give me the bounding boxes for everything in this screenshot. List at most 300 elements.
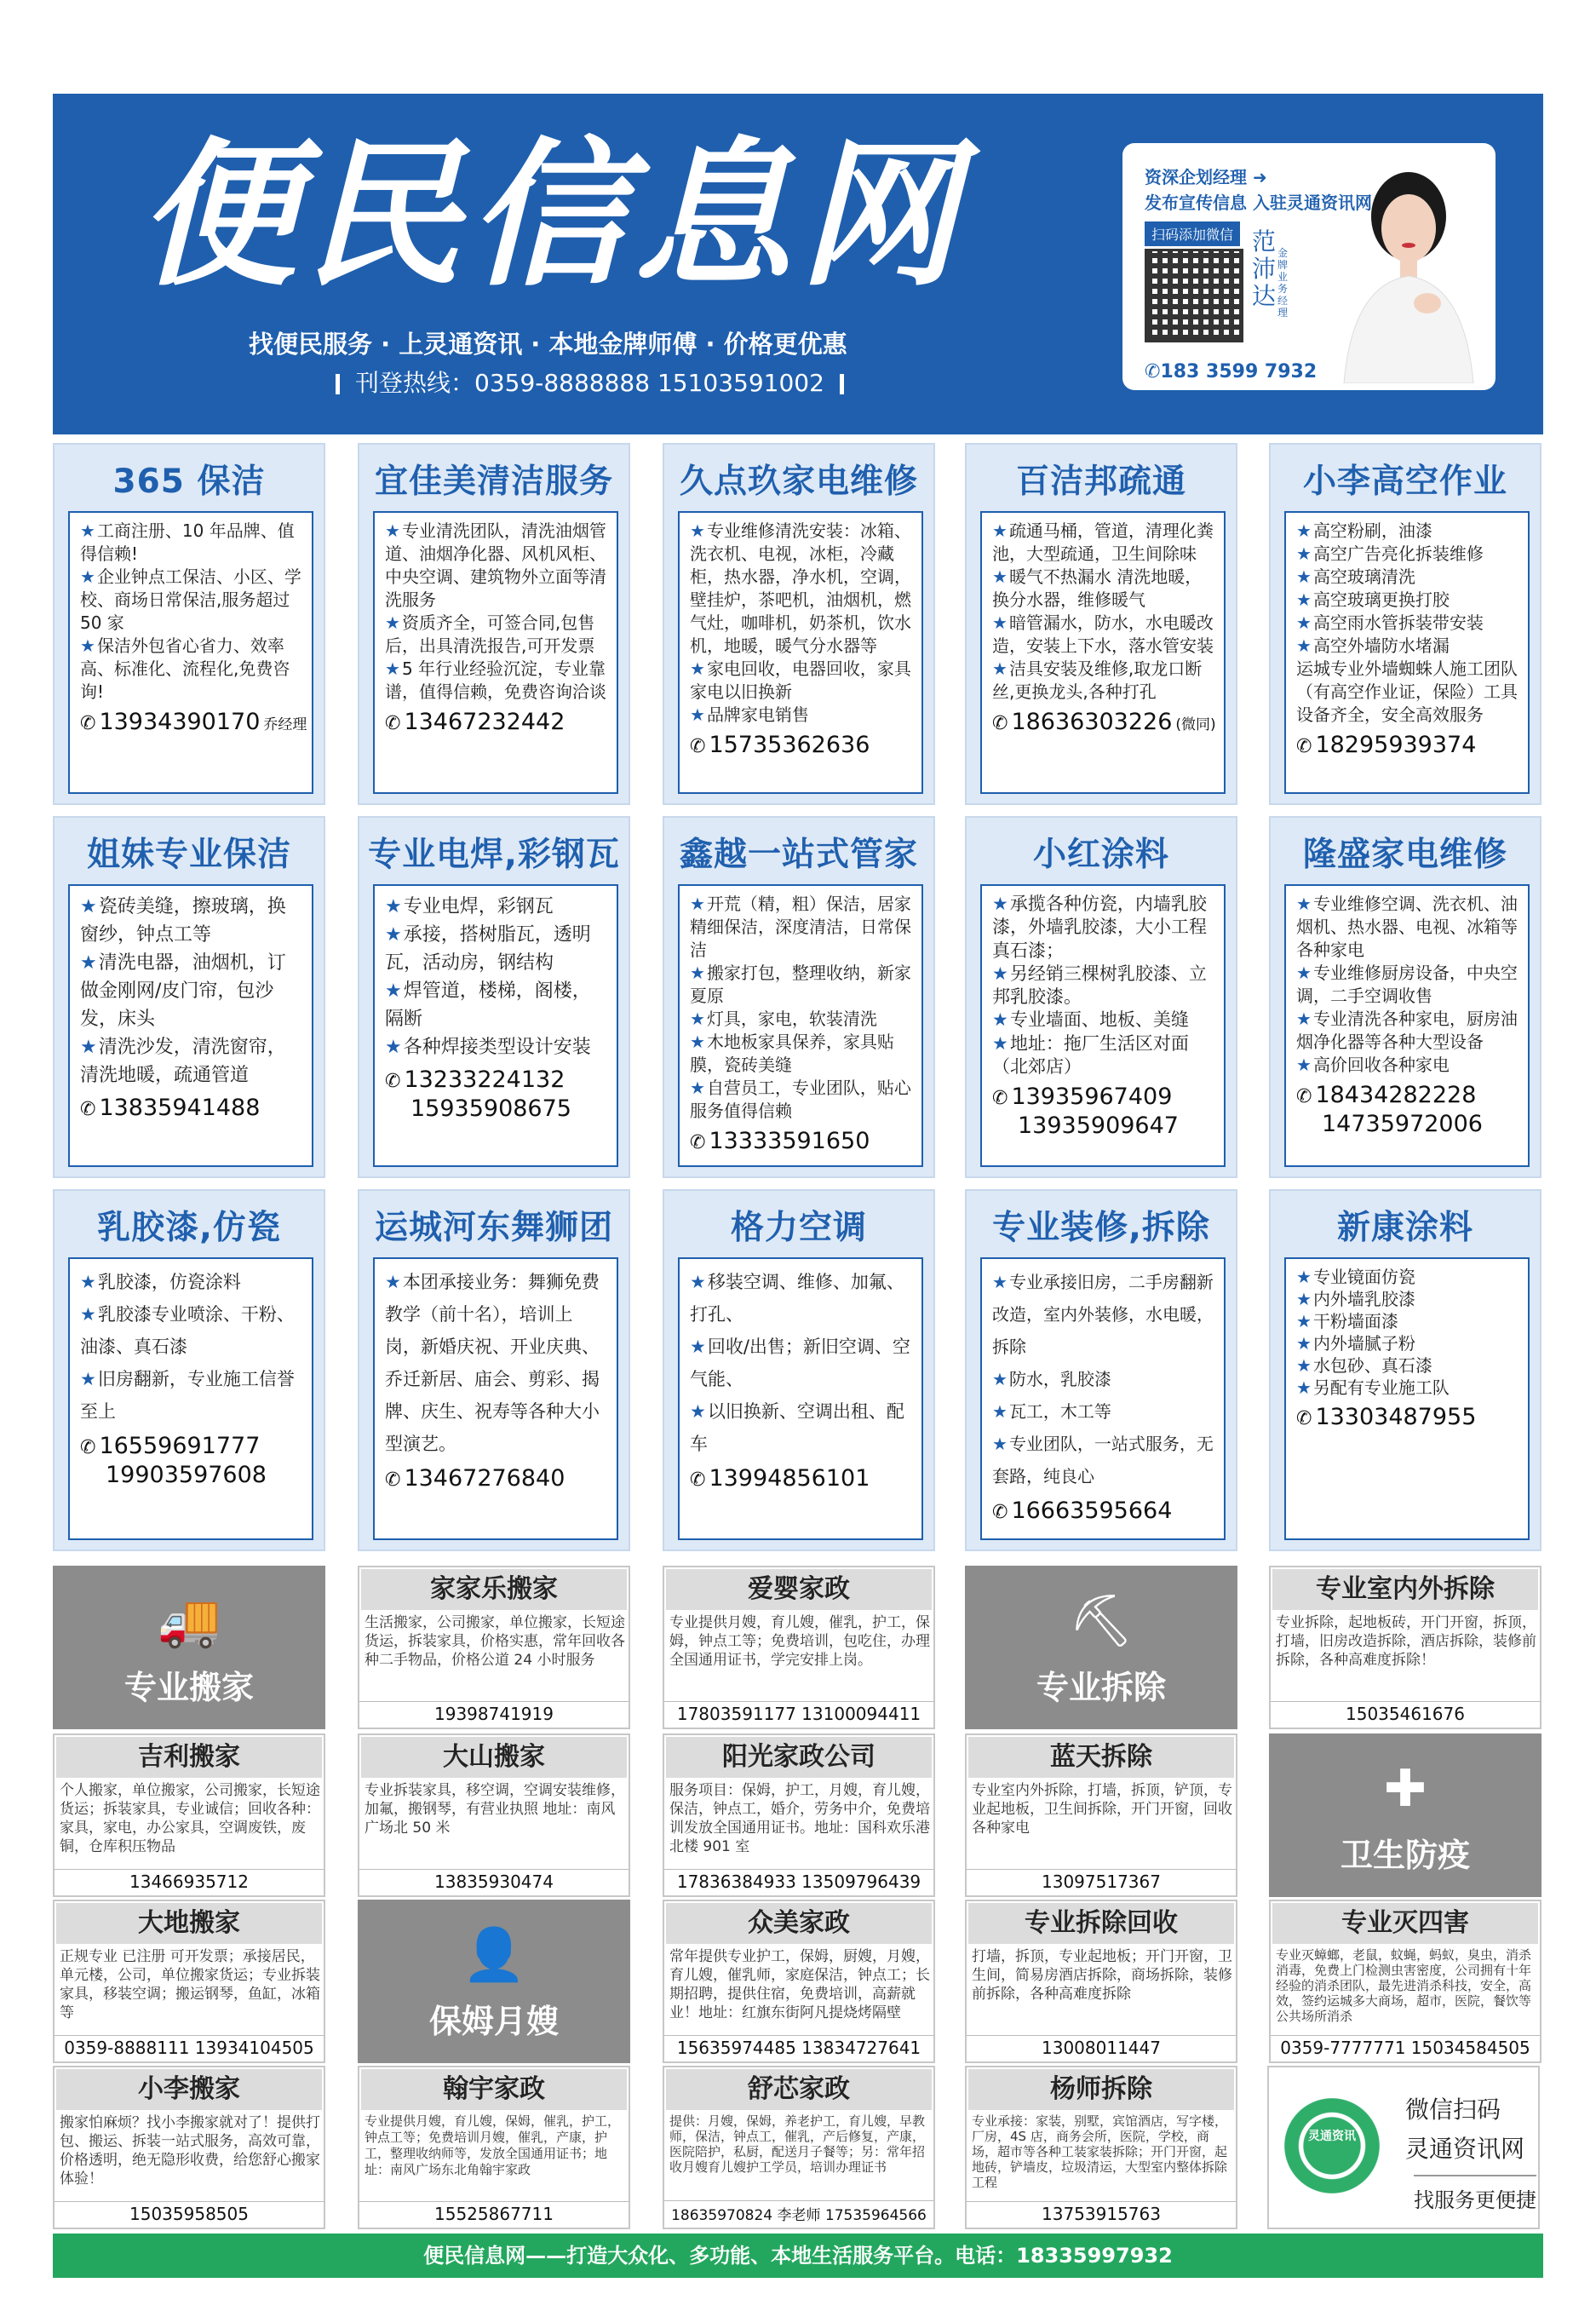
small-listing-title: 家家乐搬家	[361, 1569, 627, 1610]
agent-photo	[1327, 157, 1490, 383]
star-icon: ★	[1296, 1267, 1312, 1287]
category-banner-epidemic	[1269, 1733, 1541, 1897]
phone-icon: ✆	[80, 1437, 96, 1458]
listing-body	[980, 1257, 1226, 1540]
star-icon: ★	[385, 612, 400, 633]
listing-line: 自营员工，专业团队，贴心服务值得信赖	[690, 1078, 911, 1121]
small-listing-title: 阳光家政公司	[666, 1737, 932, 1778]
phone-icon: ✆	[1296, 1086, 1312, 1107]
listing-line: 乳胶漆专业喷涂、干粉、油漆、真石漆	[80, 1304, 295, 1357]
listing-card	[53, 1189, 325, 1551]
small-listing	[965, 1733, 1237, 1897]
listing-line: 专业电焊，彩钢瓦	[403, 896, 554, 917]
listing-line: 本团承接业务：舞狮免费教学（前十名），培训上岗，新婚庆祝、开业庆典、乔迁新居、庙会、剪彩、揭牌、庆生、祝寿等各种大小型演艺。	[385, 1272, 600, 1454]
small-listing-text: 专业灭蟑螂，老鼠，蚊蝇，蚂蚁，臭虫，消杀消毒，免费上门检测虫害密度，公司拥有十年经验的消杀团队，最先进消杀科技，安全，高效，签约运城多大商场，超市，医院，餐饮等公共场所消杀	[1276, 1947, 1532, 2024]
listing-line: 企业钟点工保洁、小区、学校、商场日常保洁,服务超过 50 家	[80, 566, 301, 633]
star-icon: ★	[80, 1369, 96, 1389]
listing-title: 久点玖家电维修	[679, 463, 918, 501]
star-icon: ★	[80, 1037, 97, 1058]
listing-body	[1284, 511, 1530, 794]
small-listing-title: 爱婴家政	[666, 1569, 932, 1610]
listing-phone[interactable]	[992, 1084, 1215, 1113]
listing-phone[interactable]	[690, 1465, 913, 1494]
star-icon: ★	[690, 894, 705, 914]
listing-phone[interactable]	[1296, 1404, 1519, 1433]
star-icon: ★	[992, 1032, 1008, 1054]
listing-card	[53, 443, 325, 805]
phone-icon: ✆	[992, 1502, 1008, 1523]
listing-title: 格力空调	[730, 1209, 867, 1247]
phone-icon: ✆	[80, 1099, 96, 1120]
listing-line: 5 年行业经验沉淀，专业靠谱，值得信赖，免费咨询洽谈	[385, 658, 606, 702]
small-listing-title: 专业拆除回收	[968, 1903, 1234, 1944]
category-banner-moving	[53, 1566, 325, 1729]
star-icon: ★	[992, 963, 1008, 984]
listing-body	[980, 884, 1226, 1167]
star-icon: ★	[992, 520, 1008, 541]
star-icon: ★	[690, 963, 705, 983]
listing-title: 百洁邦疏通	[1015, 463, 1186, 501]
listing-line: 开荒（精，粗）保洁，居家精细保洁，深度清洁，日常保洁	[690, 894, 911, 960]
phone-number: 13333591650	[709, 1128, 870, 1154]
small-listing-phone: 13835930474	[359, 1869, 629, 1892]
listing-line: 内外墙腻子粉	[1312, 1333, 1415, 1354]
listing-phone[interactable]	[80, 1095, 303, 1124]
listing-line: 品牌家电销售	[706, 704, 809, 725]
listing-line: 资质齐全，可签合同,包售后，出具清洗报告,可开发票	[385, 612, 595, 656]
listing-body	[373, 511, 618, 794]
small-listing-phone: 17836384933 13509796439	[664, 1869, 933, 1892]
phone-number: 15735362636	[709, 732, 870, 758]
wechat-qr-icon[interactable]	[1281, 2086, 1383, 2205]
listing-line: 回收/出售；新旧空调、空气能、	[690, 1337, 910, 1389]
small-listing-phone: 0359-7777771 15034584505	[1271, 2035, 1540, 2058]
listing-line: 焊管道，楼梯，阁楼，隔断	[385, 980, 591, 1030]
agent-phone-number: 183 3599 7932	[1160, 361, 1318, 382]
phone-number: 13994856101	[709, 1465, 870, 1492]
star-icon: ★	[80, 635, 95, 656]
star-icon: ★	[80, 952, 97, 974]
listing-line: 承揽各种仿瓷，内墙乳胶漆，外墙乳胶漆，大小工程真石漆；	[992, 894, 1207, 961]
category-label: 专业拆除	[1036, 1669, 1166, 1706]
small-listing-title: 翰宇家政	[361, 2069, 627, 2110]
wechat-line2: 灵通资讯网	[1405, 2135, 1525, 2163]
star-icon: ★	[80, 520, 95, 541]
listing-line: 水包砂、真石漆	[1312, 1355, 1432, 1376]
small-listing	[53, 1733, 325, 1897]
qr-code[interactable]	[1145, 249, 1243, 342]
listing-body	[1284, 1257, 1530, 1540]
listing-phone[interactable]	[992, 1498, 1215, 1526]
small-listing	[1269, 1900, 1541, 2063]
listing-card	[663, 1189, 935, 1551]
agent-phone: ✆183 3599 7932	[1145, 361, 1318, 382]
star-icon: ★	[1296, 1055, 1312, 1075]
star-icon: ★	[385, 520, 400, 541]
small-listing	[663, 1733, 935, 1897]
listing-title: 365 保洁	[112, 463, 266, 501]
listing-line: 木地板家具保养，家具贴膜，瓷砖美缝	[690, 1032, 894, 1075]
listing-line: 暗管漏水，防水，水电暖改造，安装上下水，落水管安装	[992, 612, 1214, 656]
listing-line: 专业维修厨房设备，中央空调，二手空调收售	[1296, 963, 1518, 1006]
star-icon: ★	[80, 1272, 96, 1292]
listing-card	[53, 816, 325, 1178]
star-icon: ★	[1296, 894, 1312, 914]
listing-line: 洁具安装及维修,取龙口断丝,更换龙头,各种打孔	[992, 658, 1203, 702]
listing-line: 清洗沙发，清洗窗帘，清洗地暖，疏通管道	[80, 1037, 286, 1086]
small-listing-title: 众美家政	[666, 1903, 932, 1944]
small-listing	[663, 2066, 935, 2229]
listing-line: 防水，乳胶漆	[1008, 1369, 1111, 1389]
listing-body	[68, 511, 313, 794]
agent-scan-label: 扫码添加微信	[1145, 221, 1240, 246]
small-listing-phone: 15635974485 13834727641	[664, 2035, 933, 2058]
star-icon: ★	[690, 1272, 706, 1292]
small-listing-title: 专业灭四害	[1272, 1903, 1538, 1944]
listing-line: 移装空调、维修、加氟、打孔、	[690, 1272, 904, 1325]
star-icon: ★	[992, 658, 1008, 679]
listing-line: 家电回收，电器回收，家具家电以旧换新	[690, 658, 911, 702]
listing-line: 清洗电器，油烟机，订做金刚网/皮门帘，包沙发，床头	[80, 952, 286, 1030]
agent-subtitle: 金牌业务经理	[1277, 247, 1289, 319]
star-icon: ★	[1296, 589, 1312, 610]
listing-line: 瓷砖美缝，擦玻璃，换窗纱，钟点工等	[80, 896, 286, 946]
header-hotline	[320, 365, 859, 399]
listing-body	[68, 1257, 313, 1540]
phone-number: 13934390170	[99, 709, 261, 735]
small-listing-text: 服务项目：保姆，护工，月嫂，育儿嫂，保洁，钟点工，婚介，劳务中介，免费培训发放全国通用证书。地址：国科欢乐港北楼 901 室	[669, 1782, 930, 1855]
listing-line: 乳胶漆，仿瓷涂料	[97, 1272, 241, 1292]
category-banner-nanny	[358, 1900, 630, 2063]
star-icon: ★	[1296, 1355, 1312, 1376]
listing-card	[663, 816, 935, 1178]
phone-number: 16559691777	[99, 1433, 261, 1459]
phone-number: 18295939374	[1315, 732, 1477, 758]
category-label: 保姆月嫂	[428, 2003, 559, 2040]
listing-card	[1269, 1189, 1541, 1551]
listing-body	[980, 511, 1226, 794]
listing-line: 专业清洗团队，清洗油烟管道、油烟净化器、风机风柜、中央空调、建筑物外立面等清洗服务	[385, 520, 606, 610]
listing-body	[678, 884, 923, 1167]
moving-icon: 🚚	[157, 1591, 221, 1651]
listing-phone[interactable]	[80, 709, 307, 739]
listing-card	[1269, 443, 1541, 805]
small-listing-phone: 13097517367	[967, 1869, 1236, 1892]
star-icon: ★	[385, 896, 402, 917]
small-listing	[965, 2066, 1237, 2229]
listing-phone[interactable]	[385, 709, 608, 738]
small-listing-phone: 0359-8888111 13934104505	[55, 2035, 324, 2058]
listing-line: 专业墙面、地板、美缝	[1009, 1009, 1189, 1031]
page-title: 便民信息网	[138, 123, 965, 308]
category-label: 专业搬家	[123, 1669, 254, 1706]
agent-line2: 发布宣传信息 入驻灵通资讯网	[1145, 193, 1372, 213]
star-icon: ★	[992, 894, 1008, 914]
star-icon: ★	[80, 896, 97, 917]
small-listing	[663, 1566, 935, 1729]
small-listing-title: 杨师拆除	[968, 2069, 1234, 2110]
listing-card	[965, 816, 1237, 1178]
listing-line: 专业团队，一站式服务，无套路，纯良心	[992, 1434, 1214, 1486]
listing-card	[358, 816, 630, 1178]
listing-body	[68, 884, 313, 1167]
small-listing-phone: 15035461676	[1271, 1701, 1540, 1724]
star-icon: ★	[80, 1304, 96, 1325]
listing-line: 内外墙乳胶漆	[1312, 1289, 1415, 1309]
wechat-qr-card[interactable]	[1267, 2066, 1540, 2229]
small-listing-phone: 15035958505	[55, 2201, 324, 2224]
listing-title: 宜佳美清洁服务	[374, 463, 613, 501]
small-listing-title: 大山搬家	[361, 1737, 627, 1778]
star-icon: ★	[690, 704, 705, 725]
star-icon: ★	[385, 1272, 401, 1292]
listing-line: 专业清洗各种家电，厨房油烟净化器等各种大型设备	[1296, 1009, 1518, 1052]
wechat-line1: 微信扫码	[1405, 2096, 1501, 2124]
phone-icon: ✆	[80, 713, 96, 734]
star-icon: ★	[992, 1369, 1008, 1389]
listing-line: 瓦工，木工等	[1008, 1401, 1111, 1422]
phone-icon: ✆	[385, 713, 401, 734]
small-listing-text: 搬家怕麻烦？找小李搬家就对了！提供打包、搬运、拆装一站式服务，高效可靠，价格透明，绝无隐形收费，给您舒心搬家体验！	[60, 2114, 320, 2188]
phone-number: 13233224132	[404, 1067, 565, 1093]
listing-phone[interactable]	[1296, 732, 1519, 761]
star-icon: ★	[1296, 1311, 1312, 1331]
star-icon: ★	[992, 1009, 1008, 1031]
star-icon: ★	[1296, 566, 1312, 587]
listing-line: 专业维修清洗安装：冰箱、洗衣机、电视，冰柜，冷藏柜，热水器，净水机，空调，壁挂炉，茶吧机，油烟机，燃气灶，咖啡机，奶茶机，饮水机，地暖，暖气分水器等	[690, 520, 911, 656]
listing-line: 高空粉刷，油漆	[1312, 520, 1432, 541]
phone-number: 13935967409	[1011, 1084, 1173, 1111]
small-listing-text: 正规专业 已注册 可开发票；承接居民，单元楼，公司，单位搬家货运；专业拆装家具，移装空调；搬运钢琴，鱼缸，冰箱等	[60, 1948, 320, 2021]
small-listing-text: 专业拆装家具，移空调，空调安装维修，加氟，搬钢琴，有营业执照 地址：南风广场北 50 米	[365, 1782, 625, 1837]
listing-phone[interactable]	[80, 1433, 303, 1462]
footer-bar: 便民信息网——打造大众化、多功能、本地生活服务平台。电话：18335997932	[53, 2234, 1543, 2278]
listing-line: 以旧换新、空调出租、配车	[690, 1401, 904, 1454]
small-listing-phone: 13008011447	[967, 2035, 1236, 2058]
nanny-icon: 👤	[462, 1925, 526, 1985]
phone-number: 13303487955	[1315, 1404, 1477, 1430]
listing-body	[373, 884, 618, 1167]
star-icon: ★	[1296, 1289, 1312, 1309]
listing-line: 高价回收各种家电	[1312, 1055, 1450, 1075]
phone-icon: ✆	[690, 1132, 706, 1153]
listing-phone[interactable]	[690, 1128, 913, 1157]
listing-title: 隆盛家电维修	[1302, 836, 1507, 874]
star-icon: ★	[385, 924, 402, 946]
small-listing-title: 舒芯家政	[666, 2069, 932, 2110]
small-listing-phone: 15525867711	[359, 2201, 629, 2224]
listing-phone[interactable]	[690, 732, 913, 761]
small-listing-text: 专业拆除，起地板砖，开门开窗，拆顶，打墙，旧房改造拆除，酒店拆除，装修前拆除，各种高难度拆除！	[1276, 1614, 1536, 1669]
shield-plus-icon: ✚	[1383, 1759, 1427, 1819]
star-icon: ★	[1296, 1333, 1312, 1354]
star-icon: ★	[385, 658, 400, 679]
star-icon: ★	[992, 1272, 1008, 1292]
phone-icon: ✆	[992, 713, 1008, 734]
small-listing-title: 吉利搬家	[56, 1737, 322, 1778]
star-icon: ★	[690, 1337, 706, 1357]
listing-line: 高空玻璃清洗	[1312, 566, 1415, 587]
listing-title: 乳胶漆,仿瓷	[97, 1209, 281, 1247]
category-label: 卫生防疫	[1340, 1837, 1470, 1874]
star-icon: ★	[992, 566, 1008, 587]
small-listing-text: 打墙，拆顶，专业起地板；开门开窗，卫生间，简易房酒店拆除，商场拆除，装修前拆除，各种高难度拆除	[972, 1948, 1232, 2003]
small-listing	[1269, 1566, 1541, 1729]
small-listing-text: 专业承接：家装，别墅，宾馆酒店，写字楼，厂房，4S 店，商务会所，医院，学校，商场，超市等各种工装家装拆除；开门开窗，起地砖，铲墙皮，垃圾清运，大型室内整体拆除工程	[972, 2113, 1228, 2190]
star-icon: ★	[385, 1037, 402, 1058]
small-listing-text: 专业提供月嫂，育儿嫂，保姆，催乳，护工，钟点工等；免费培训月嫂，催乳，产康，护工，整理收纳师等，发放全国通用证书；地址：南风广场东北角翰宇家政	[365, 2113, 621, 2177]
header-slogan: 找便民服务 · 上灵通资讯 · 本地金牌师傅 · 价格更优惠	[249, 330, 847, 359]
listing-body	[1284, 884, 1530, 1167]
small-listing-text: 常年提供专业护工，保姆，厨嫂，月嫂，育儿嫂，催乳师，家庭保洁，钟点工；长期招聘，提供住宿，免费培训，高薪就业！地址：红旗东街阿凡提烧烤隔壁	[669, 1948, 930, 2021]
listing-line: 各种焊接类型设计安装	[403, 1037, 591, 1058]
listing-line: 工商注册、10 年品牌、值得信赖!	[80, 520, 295, 564]
listing-phone-secondary[interactable]: 13935909647	[1018, 1113, 1179, 1140]
listing-line: 专业镜面仿瓷	[1312, 1267, 1415, 1287]
listing-line: 保洁外包省心省力、效率高、标准化、流程化,免费咨询!	[80, 635, 290, 702]
phone-number: 13467276840	[404, 1465, 565, 1492]
phone-icon: ✆	[1296, 736, 1312, 757]
phone-number: 18636303226	[1011, 709, 1173, 735]
star-icon: ★	[992, 612, 1008, 633]
agent-name: 范沛达	[1252, 227, 1277, 310]
star-icon: ★	[690, 1401, 706, 1422]
small-listing-phone: 19398741919	[359, 1701, 629, 1724]
star-icon: ★	[690, 658, 705, 679]
small-listing-phone: 13753915763	[967, 2201, 1236, 2224]
phone-number: 13467232442	[404, 709, 565, 735]
phone-icon: ✆	[385, 1469, 401, 1491]
listing-title: 专业装修,拆除	[992, 1209, 1210, 1247]
agent-line1: 资深企划经理 ➜	[1145, 167, 1267, 187]
wechat-line3: 找服务更便捷	[1414, 2175, 1536, 2213]
listing-line: 高空广告亮化拆装维修	[1312, 543, 1484, 564]
star-icon: ★	[1296, 1377, 1312, 1398]
small-listing-phone: 13466935712	[55, 1869, 324, 1892]
small-listing-text: 生活搬家，公司搬家，单位搬家，长短途货运，拆装家具，价格实惠，常年回收各种二手物品，价格公道 24 小时服务	[365, 1614, 625, 1669]
listing-phone[interactable]	[385, 1465, 608, 1494]
listing-line: 搬家打包，整理收纳，新家夏原	[690, 963, 911, 1006]
listing-line: 另经销三棵树乳胶漆、立邦乳胶漆。	[992, 963, 1207, 1008]
small-listing	[53, 1900, 325, 2063]
small-listing-title: 蓝天拆除	[968, 1737, 1234, 1778]
star-icon: ★	[1296, 635, 1312, 656]
listing-body	[678, 1257, 923, 1540]
star-icon: ★	[690, 1078, 705, 1098]
small-listing	[663, 1900, 935, 2063]
listing-card	[663, 443, 935, 805]
small-listing	[358, 1733, 630, 1897]
header-banner	[53, 94, 1543, 434]
small-listing-text: 提供：月嫂，保姆，养老护工，育儿嫂，早教师，保洁，钟点工，催乳，产后修复，产康，医院陪护，私厨，配送月子餐等；另：常年招收月嫂育儿嫂护工学员，培训办理证书	[669, 2113, 926, 2175]
phone-icon: ✆	[690, 736, 706, 757]
listing-title: 新康涂料	[1336, 1209, 1473, 1247]
hotline-text: 刊登热线：0359-8888888 15103591002	[355, 369, 824, 397]
wechat-logo-text: 灵通资讯	[1308, 2130, 1356, 2143]
small-listing-text: 专业提供月嫂，育儿嫂，催乳，护工，保姆，钟点工等；免费培训，包吃住，办理全国通用证书，学完安排上岗。	[669, 1614, 930, 1669]
listing-card	[1269, 816, 1541, 1178]
listing-line: 灯具，家电，软装清洗	[706, 1009, 877, 1029]
listing-line: 高空外墙防水堵漏	[1312, 635, 1450, 656]
star-icon: ★	[1296, 520, 1312, 541]
small-listing-title: 专业室内外拆除	[1272, 1569, 1538, 1610]
listing-phone[interactable]	[385, 1067, 608, 1095]
star-icon: ★	[992, 1401, 1008, 1422]
star-icon: ★	[385, 980, 402, 1002]
small-listing-text: 专业室内外拆除，打墙，拆顶，铲顶，专业起地板，卫生间拆除，开门开窗，回收各种家电	[972, 1782, 1232, 1837]
star-icon: ★	[1296, 963, 1312, 983]
listing-card	[358, 1189, 630, 1551]
listing-card	[358, 443, 630, 805]
star-icon: ★	[1296, 543, 1312, 564]
small-listing-text: 个人搬家，单位搬家，公司搬家，长短途货运；拆装家具，专业诚信；回收各种：家具，家电，办公家具，空调废铁，废铜，仓库积压物品	[60, 1782, 320, 1855]
small-listing-phone: 17803591177 13100094411	[664, 1701, 933, 1724]
agent-card	[1122, 143, 1496, 390]
listing-phone-secondary[interactable]: 15935908675	[410, 1095, 571, 1122]
listing-phone-secondary[interactable]: 14735972006	[1322, 1111, 1483, 1137]
listing-line: 疏通马桶，管道，清理化粪池，大型疏通，卫生间除味	[992, 520, 1214, 564]
phone-extra: 乔经理	[263, 716, 307, 733]
listing-card	[965, 443, 1237, 805]
small-listing	[358, 1566, 630, 1729]
listing-line: 运城专业外墙蜘蛛人施工团队（有高空作业证，保险）工具设备齐全，安全高效服务	[1296, 658, 1518, 725]
listing-line: 高空雨水管拆装带安装	[1312, 612, 1484, 633]
listing-title: 小红涂料	[1032, 836, 1169, 874]
listing-body	[373, 1257, 618, 1540]
listing-line: 高空玻璃更换打胶	[1312, 589, 1450, 610]
star-icon: ★	[690, 520, 705, 541]
star-icon: ★	[1296, 612, 1312, 633]
listing-line: 暖气不热漏水 清洗地暖，换分水器，维修暖气	[992, 566, 1203, 610]
listing-body	[678, 511, 923, 794]
listing-title: 姐妹专业保洁	[86, 836, 291, 874]
listing-line: 专业承接旧房，二手房翻新改造，室内外装修，水电暖，拆除	[992, 1272, 1214, 1357]
small-listing	[965, 1900, 1237, 2063]
listing-line: 旧房翻新，专业施工信誉至上	[80, 1369, 295, 1422]
star-icon: ★	[992, 1434, 1008, 1454]
listing-title: 鑫越一站式管家	[679, 836, 918, 874]
listing-phone[interactable]	[992, 709, 1215, 739]
phone-number: 13835941488	[99, 1095, 261, 1121]
small-listing-title: 小李搬家	[56, 2069, 322, 2110]
listing-line: 承接，搭树脂瓦，透明瓦，活动房，钢结构	[385, 924, 591, 974]
category-banner-demolition	[965, 1566, 1237, 1729]
listing-card	[965, 1189, 1237, 1551]
star-icon: ★	[1296, 1009, 1312, 1029]
listing-line: 专业维修空调、洗衣机、油烟机、热水器、电视、冰箱等各种家电	[1296, 894, 1518, 960]
phone-icon: ✆	[992, 1088, 1008, 1110]
demolition-icon: ⛏	[1068, 1591, 1134, 1651]
listing-line: 另配有专业施工队	[1312, 1377, 1450, 1398]
listing-line: 干粉墙面漆	[1312, 1311, 1398, 1331]
star-icon: ★	[690, 1009, 705, 1029]
phone-icon: ✆	[1296, 1408, 1312, 1429]
phone-number: 16663595664	[1011, 1498, 1173, 1524]
phone-extra: (微同)	[1175, 716, 1216, 733]
listing-phone-secondary[interactable]: 19903597608	[106, 1462, 267, 1488]
small-listing-phone: 18635970824 李老师 17535964566	[664, 2200, 933, 2224]
listing-title: 小李高空作业	[1302, 463, 1507, 501]
star-icon: ★	[690, 1032, 705, 1052]
listing-line: 地址：拖厂生活区对面（北郊店）	[992, 1032, 1189, 1078]
listing-phone[interactable]	[1296, 1082, 1519, 1111]
star-icon: ★	[80, 566, 95, 587]
small-listing-title: 大地搬家	[56, 1903, 322, 1944]
listing-title: 运城河东舞狮团	[374, 1209, 613, 1247]
phone-number: 18434282228	[1315, 1082, 1477, 1108]
phone-icon: ✆	[385, 1071, 401, 1092]
listing-title: 专业电焊,彩钢瓦	[368, 836, 620, 874]
